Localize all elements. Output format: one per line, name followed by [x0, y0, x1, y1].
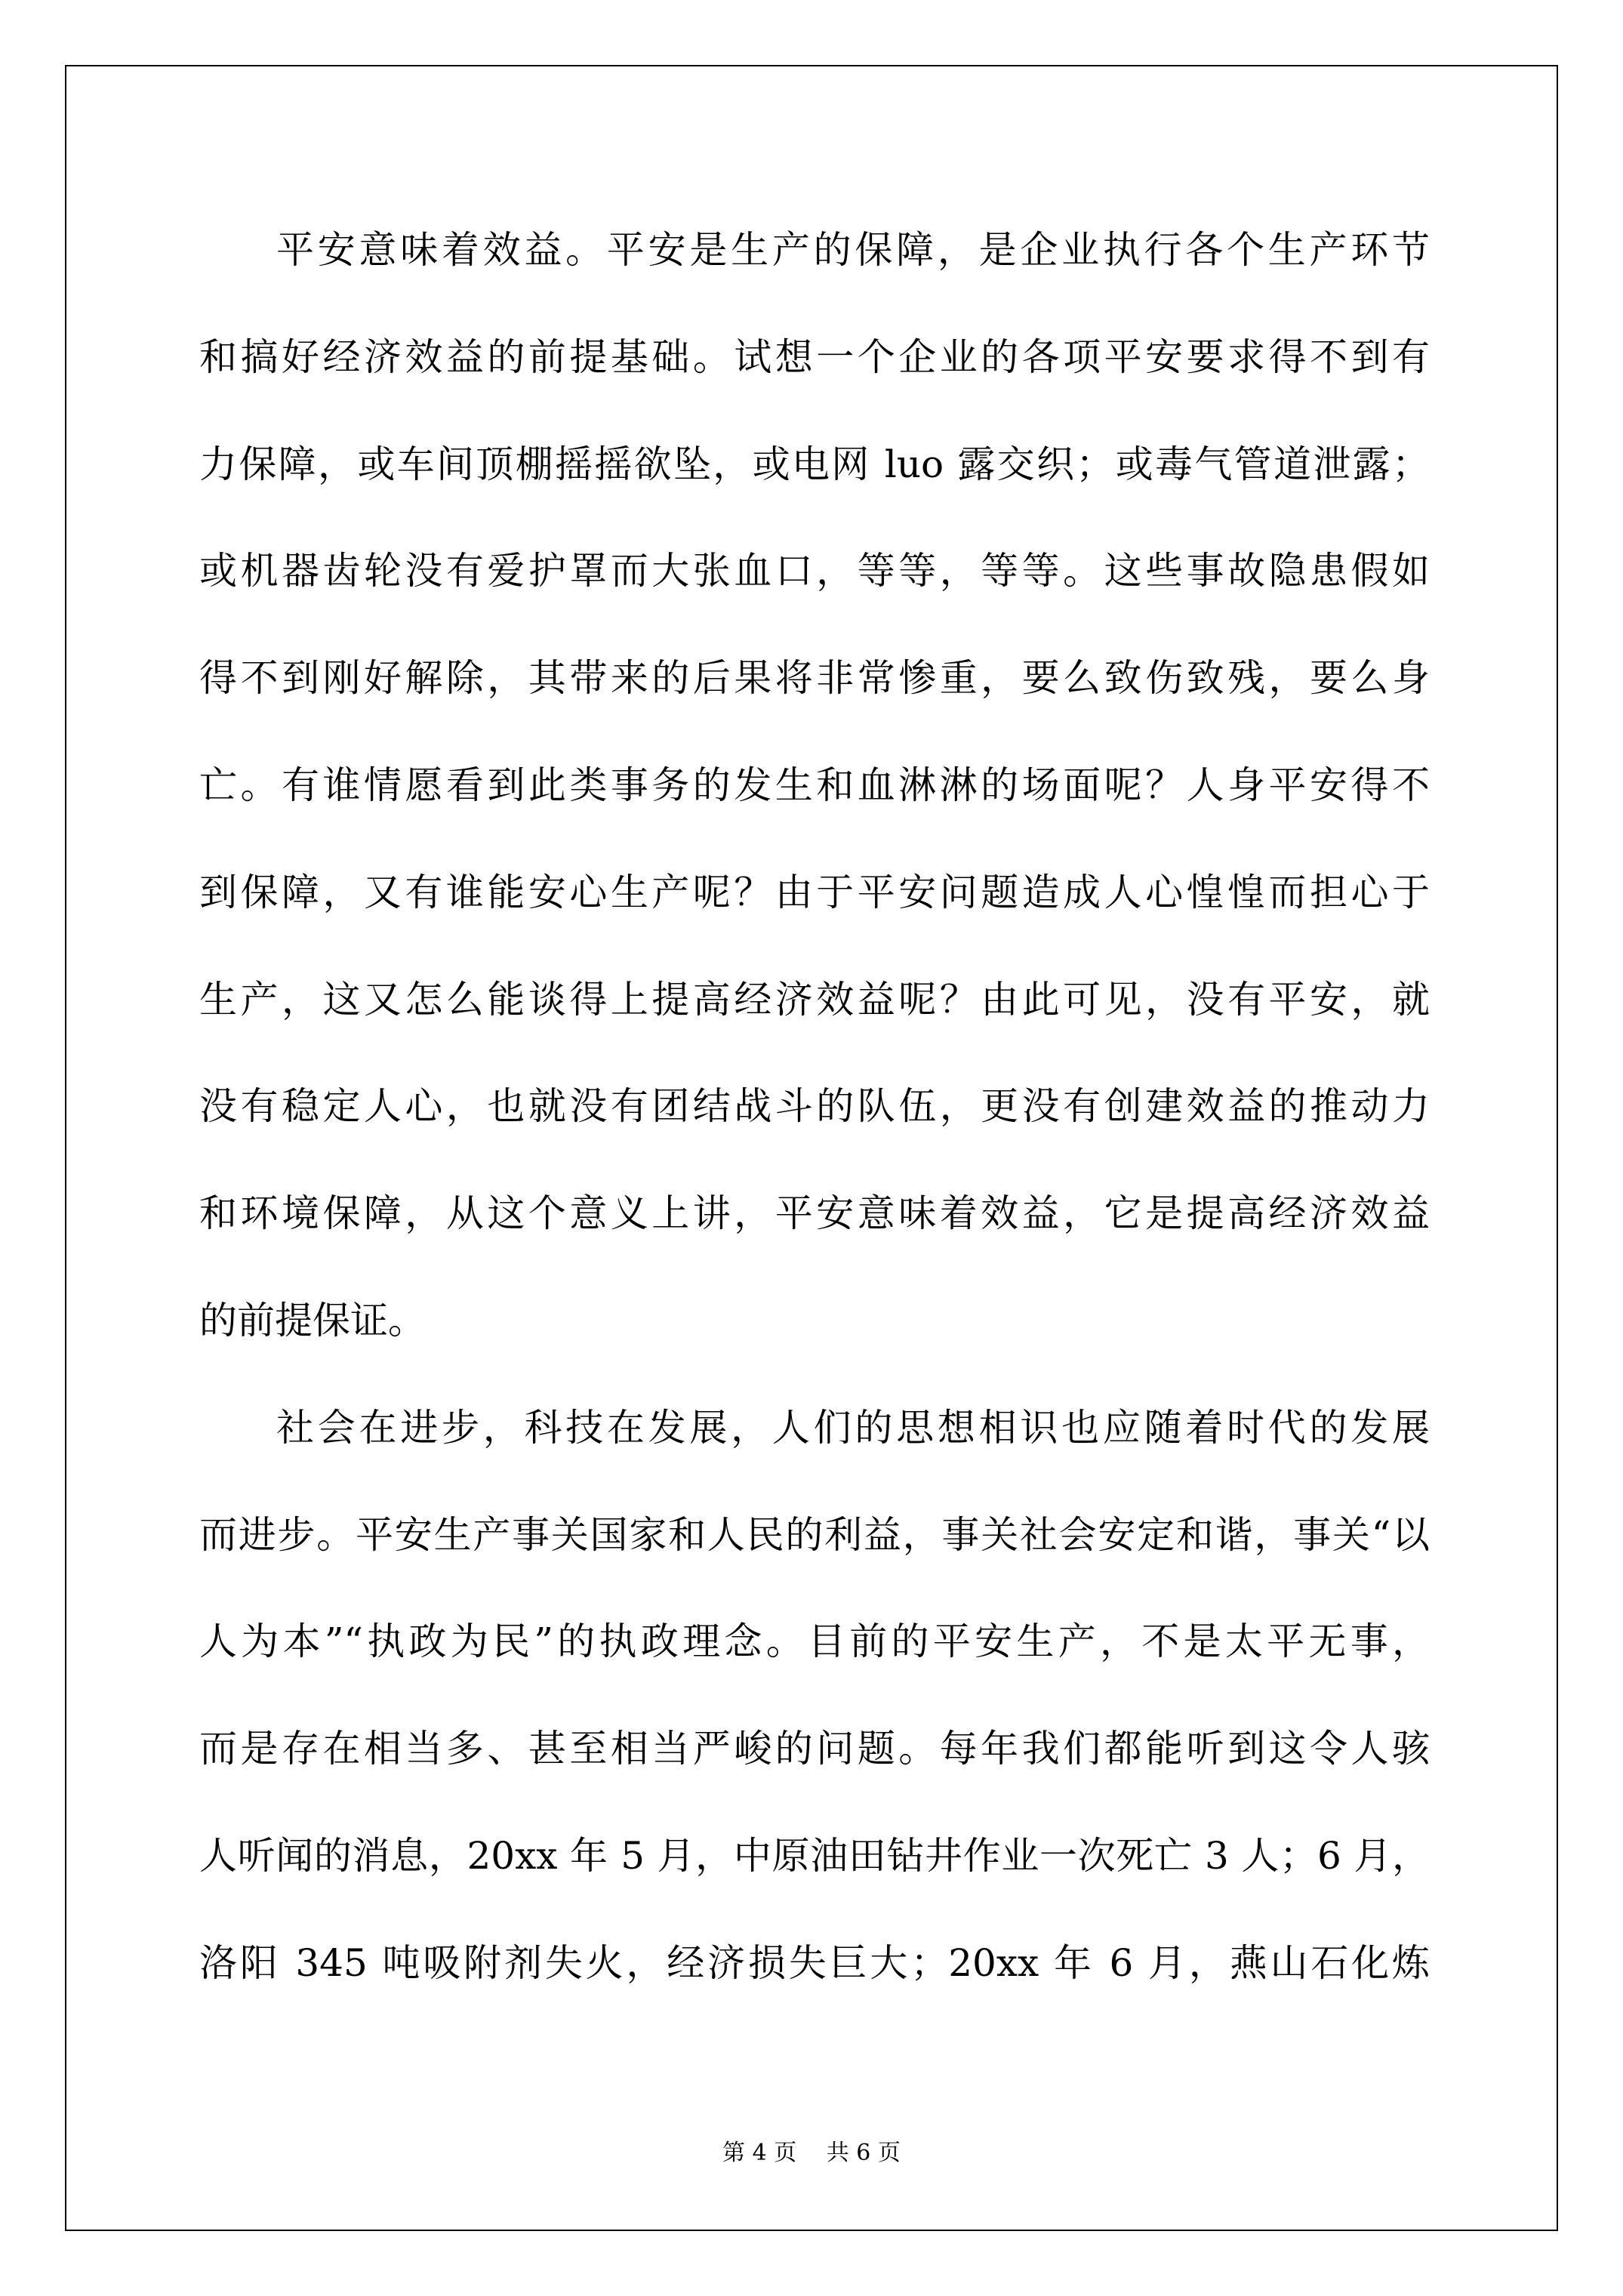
text-line: 的前提保证。 [199, 1298, 426, 1342]
page-footer [0, 2138, 1623, 2168]
paragraph-1 [199, 216, 1430, 1394]
text-line: 和环境保障，从这个意义上讲，平安意味着效益，它是提高经济效益 [199, 1191, 1430, 1236]
text-line: 力保障，或车间顶棚摇摇欲坠，或电网 luo 露交织；或毒气管道泄露； [199, 442, 1430, 486]
text-line: 亡。有谁情愿看到此类事务的发生和血淋淋的场面呢？人身平安得不 [199, 763, 1430, 807]
text-line: 生产，这又怎么能谈得上提高经济效益呢？由此可见，没有平安，就 [199, 977, 1430, 1022]
text-line: 人为本”“执政为民”的执政理念。目前的平安生产，不是太平无事， [199, 1620, 1430, 1664]
text-line: 洛阳 345 吨吸附剂失火，经济损失巨大；20xx 年 6 月，燕山石化炼 [199, 1940, 1430, 1985]
text-line: 而进步。平安生产事关国家和人民的利益，事关社会安定和谐，事关“以 [199, 1512, 1430, 1557]
page-number: 第 4 页 [722, 2140, 797, 2166]
text-line: 到保障，又有谁能安心生产呢？由于平安问题造成人心惶惶而担心于 [199, 870, 1430, 914]
text-line: 而是存在相当多、甚至相当严峻的问题。每年我们都能听到这令人骇 [199, 1727, 1430, 1771]
paragraph-2 [199, 1394, 1430, 2036]
text-line: 平安意味着效益。平安是生产的保障，是企业执行各个生产环节 [276, 228, 1430, 272]
text-line: 和搞好经济效益的前提基础。试想一个企业的各项平安要求得不到有 [199, 334, 1430, 379]
page-total: 共 6 页 [826, 2140, 901, 2166]
text-line: 没有稳定人心，也就没有团结战斗的队伍，更没有创建效益的推动力 [199, 1084, 1430, 1129]
document-body [199, 216, 1430, 2036]
text-line: 社会在进步，科技在发展，人们的思想相识也应随着时代的发展 [276, 1405, 1430, 1450]
text-line: 或机器齿轮没有爱护罩而大张血口，等等，等等。这些事故隐患假如 [199, 549, 1430, 593]
text-line: 得不到刚好解除，其带来的后果将非常惨重，要么致伤致残，要么身 [199, 656, 1430, 701]
text-line: 人听闻的消息，20xx 年 5 月，中原油田钻井作业一次死亡 3 人；6 月， [199, 1833, 1430, 1878]
